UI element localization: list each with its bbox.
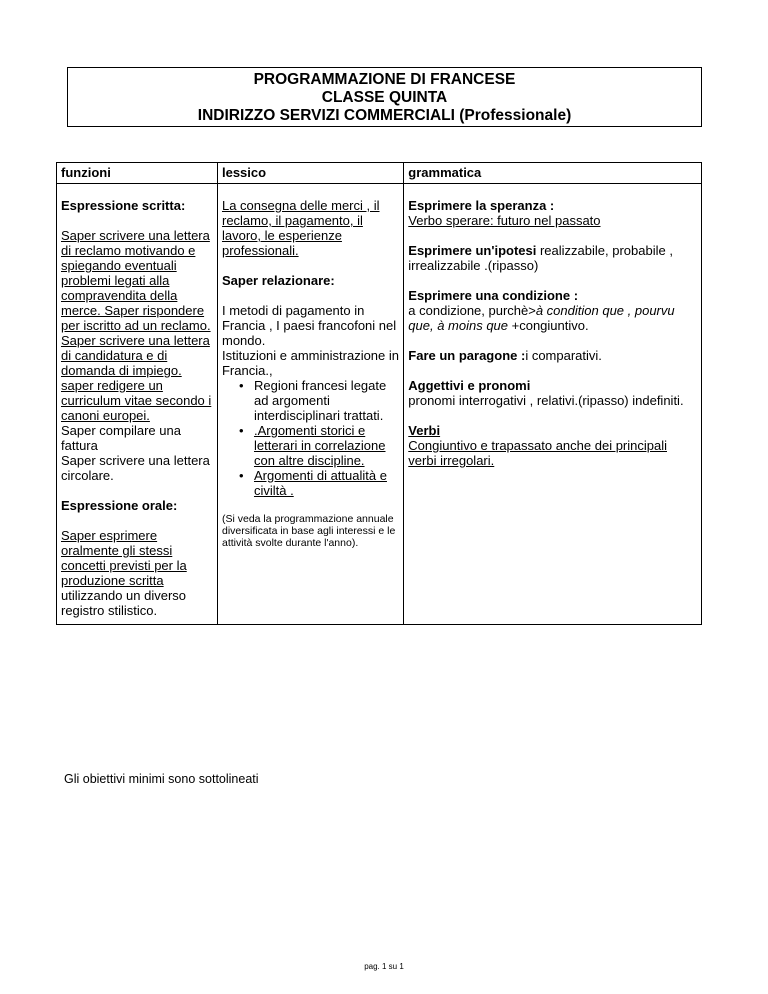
condizione-a: a condizione, purchè>: [408, 303, 536, 318]
minimum-objectives-note: Gli obiettivi minimi sono sottolineati: [64, 772, 259, 786]
condizione-c: +congiuntivo.: [508, 318, 589, 333]
program-table: [56, 162, 702, 625]
verbi-text: Congiuntivo e trapassato anche dei principali verbi irregolari.: [408, 438, 667, 468]
ipotesi-text: realizzabile, probabile , irrealizzabile .(ripasso): [408, 243, 673, 273]
aggettivi-text: pronomi interrogativi , relativi.(ripasso) indefiniti.: [408, 393, 684, 408]
lessico-cell: [217, 184, 403, 625]
speranza-title: Esprimere la speranza :: [408, 198, 555, 213]
content-row: [57, 184, 702, 625]
funzioni-cell: [57, 184, 218, 625]
lessico-bullet-3: [238, 468, 399, 498]
lessico-p1: La consegna delle merci , il reclamo, il pagamento, il lavoro, le esperienze professionali.: [221, 198, 380, 258]
paragone-text: i comparativi.: [525, 348, 602, 363]
ipotesi-block: [408, 243, 697, 273]
header-row: [57, 163, 702, 184]
ipotesi-title: Esprimere un'ipotesi: [408, 243, 537, 258]
lessico-bullet-2-text: .Argomenti storici e letterari in correlazione con altre discipline.: [253, 423, 386, 468]
bullet-icon: •: [238, 378, 244, 393]
orale-item-1: Saper esprimere oralmente gli stessi concetti previsti per la produzione scritta: [61, 528, 187, 588]
lessico-note: (Si veda la programmazione annuale diversificata in base agli interessi e le attività svolte durante l'anno).: [221, 513, 396, 549]
lessico-bullet-1: [238, 378, 399, 423]
header-lessico: lessico: [217, 163, 403, 184]
bullet-icon: •: [238, 423, 244, 438]
lessico-bullets: [222, 378, 399, 498]
title-box: [67, 67, 702, 127]
lessico-bullet-3-text: Argomenti di attualità e civiltà .: [253, 468, 387, 498]
lessico-bullet-1-text: Regioni francesi legate ad argomenti interdisciplinari trattati.: [253, 378, 387, 423]
lessico-p3: Istituzioni e amministrazione in Francia.,: [221, 348, 400, 378]
orale-title: Espressione orale:: [61, 498, 178, 513]
orale-item-2: utilizzando un diverso registro stilistico.: [61, 588, 187, 618]
grammatica-cell: [404, 184, 702, 625]
header-grammatica: grammatica: [404, 163, 702, 184]
title-line-2: CLASSE QUINTA: [321, 89, 448, 106]
paragone-block: [408, 348, 697, 363]
scritta-title: Espressione scritta:: [61, 198, 186, 213]
aggettivi-title: Aggettivi e pronomi: [408, 378, 531, 393]
title-line-3: INDIRIZZO SERVIZI COMMERCIALI (Professionale): [197, 107, 572, 124]
speranza-text: Verbo sperare: futuro nel passato: [408, 213, 601, 228]
header-funzioni: funzioni: [57, 163, 218, 184]
scritta-item-1: Saper scrivere una lettera di reclamo motivando e spiegando eventuali problemi legati alla compravendita della merce. Saper rispondere per iscritto ad un reclamo.: [61, 228, 211, 333]
page-footer: pag. 1 su 1: [364, 962, 404, 971]
scritta-item-3: saper redigere un curriculum vitae secondo i canoni europei.: [61, 378, 212, 423]
scritta-item-2: Saper scrivere una lettera di candidatura e di domanda di impiego.: [61, 333, 210, 378]
verbi-title: Verbi: [408, 423, 441, 438]
bullet-icon: •: [238, 468, 244, 483]
scritta-item-4: Saper compilare una fattura: [61, 423, 181, 453]
lessico-p2: I metodi di pagamento in Francia , I paesi francofoni nel mondo.: [221, 303, 397, 348]
condizione-block: [408, 303, 697, 333]
condizione-b: à condition que , pourvu que, à moins que: [408, 303, 675, 333]
paragone-title: Fare un paragone :: [408, 348, 526, 363]
relazionare-title: Saper relazionare:: [221, 273, 335, 288]
lessico-bullet-2: [238, 423, 399, 468]
scritta-item-5: Saper scrivere una lettera circolare.: [61, 453, 210, 483]
condizione-title: Esprimere una condizione :: [408, 288, 579, 303]
title-line-1: PROGRAMMAZIONE DI FRANCESE: [253, 71, 516, 88]
